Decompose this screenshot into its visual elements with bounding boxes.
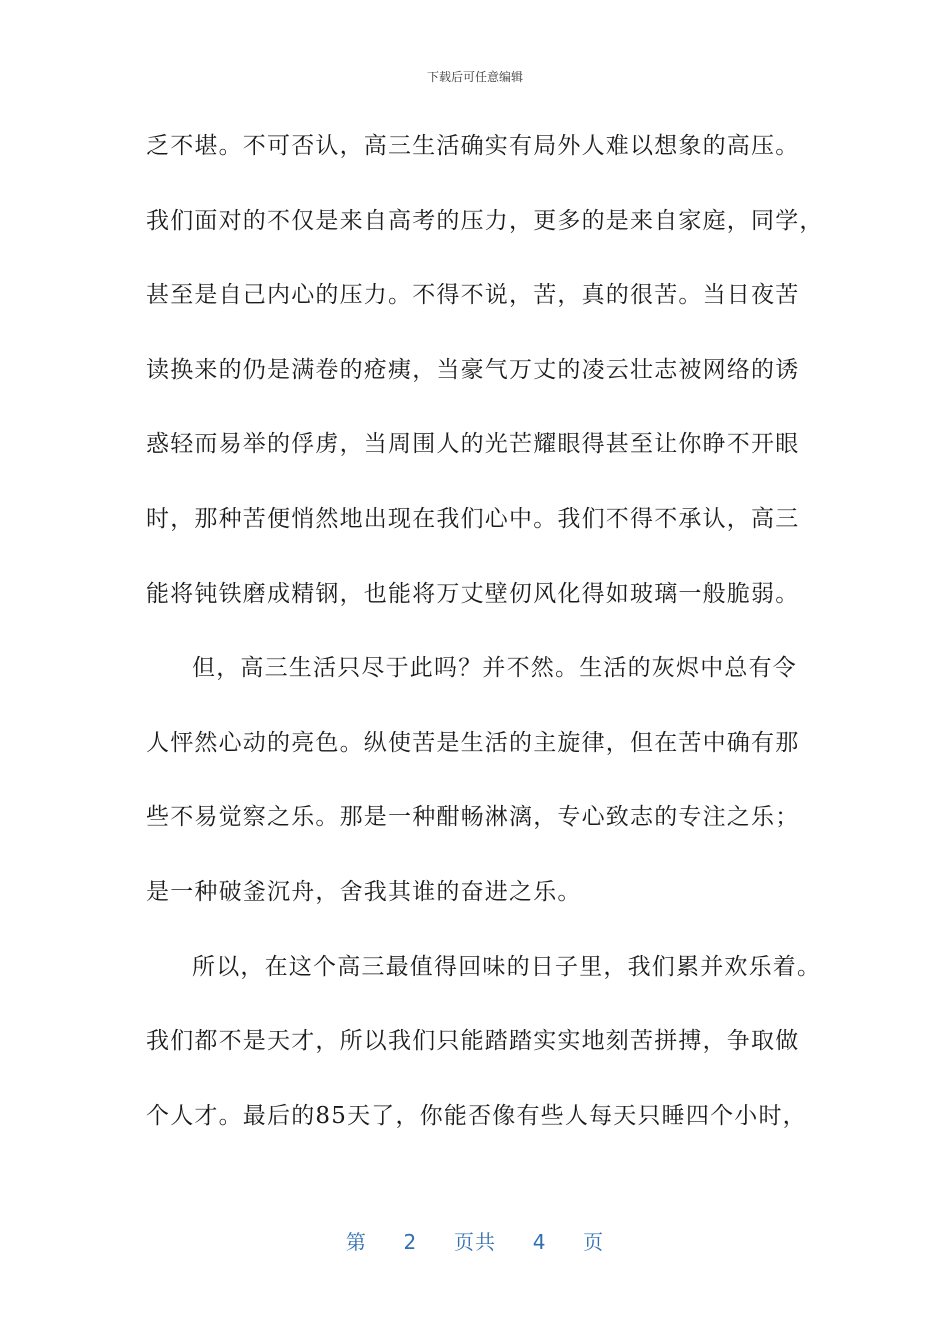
footer-suffix: 页 <box>583 1230 605 1254</box>
text-line: 读换来的仍是满卷的疮痍，当豪气万丈的凌云壮志被网络的诱 <box>146 356 800 383</box>
text-line: 个人才。最后的85天了，你能否像有些人每天只睡四个小时， <box>146 1102 807 1129</box>
text-line: 时，那种苦便悄然地出现在我们心中。我们不得不承认，高三 <box>146 505 800 532</box>
paragraph-first-line: 但，高三生活只尽于此吗？并不然。生活的灰烬中总有令 <box>192 655 797 682</box>
text-line: 甚至是自己内心的压力。不得不说，苦，真的很苦。当日夜苦 <box>146 282 800 309</box>
text-line: 能将钝铁磨成精钢，也能将万丈壁仞风化得如玻璃一般脆弱。 <box>146 580 800 607</box>
page-number-footer <box>0 1226 950 1255</box>
text-line: 些不易觉察之乐。那是一种酣畅淋漓，专心致志的专注之乐； <box>146 804 800 831</box>
page-header-note: 下载后可任意编辑 <box>426 70 523 84</box>
text-line: 人怦然心动的亮色。纵使苦是生活的主旋律，但在苦中确有那 <box>146 729 800 756</box>
footer-prefix: 第 <box>345 1230 367 1254</box>
text-line: 惑轻而易举的俘虏，当周围人的光芒耀眼得甚至让你睁不开眼 <box>146 431 800 458</box>
footer-middle: 页共 <box>454 1230 496 1254</box>
current-page-number: 2 <box>403 1230 418 1254</box>
text-line: 我们都不是天才，所以我们只能踏踏实实地刻苦拼搏，争取做 <box>146 1028 800 1055</box>
document-body <box>146 128 824 1172</box>
paragraph-first-line: 所以，在这个高三最值得回味的日子里，我们累并欢乐着。 <box>192 953 822 980</box>
text-line: 是一种破釜沉舟，舍我其谁的奋进之乐。 <box>146 878 582 905</box>
text-line: 乏不堪。不可否认，高三生活确实有局外人难以想象的高压。 <box>146 133 800 159</box>
text-line: 我们面对的不仅是来自高考的压力，更多的是来自家庭，同学， <box>146 207 824 234</box>
total-pages-number: 4 <box>532 1230 547 1254</box>
